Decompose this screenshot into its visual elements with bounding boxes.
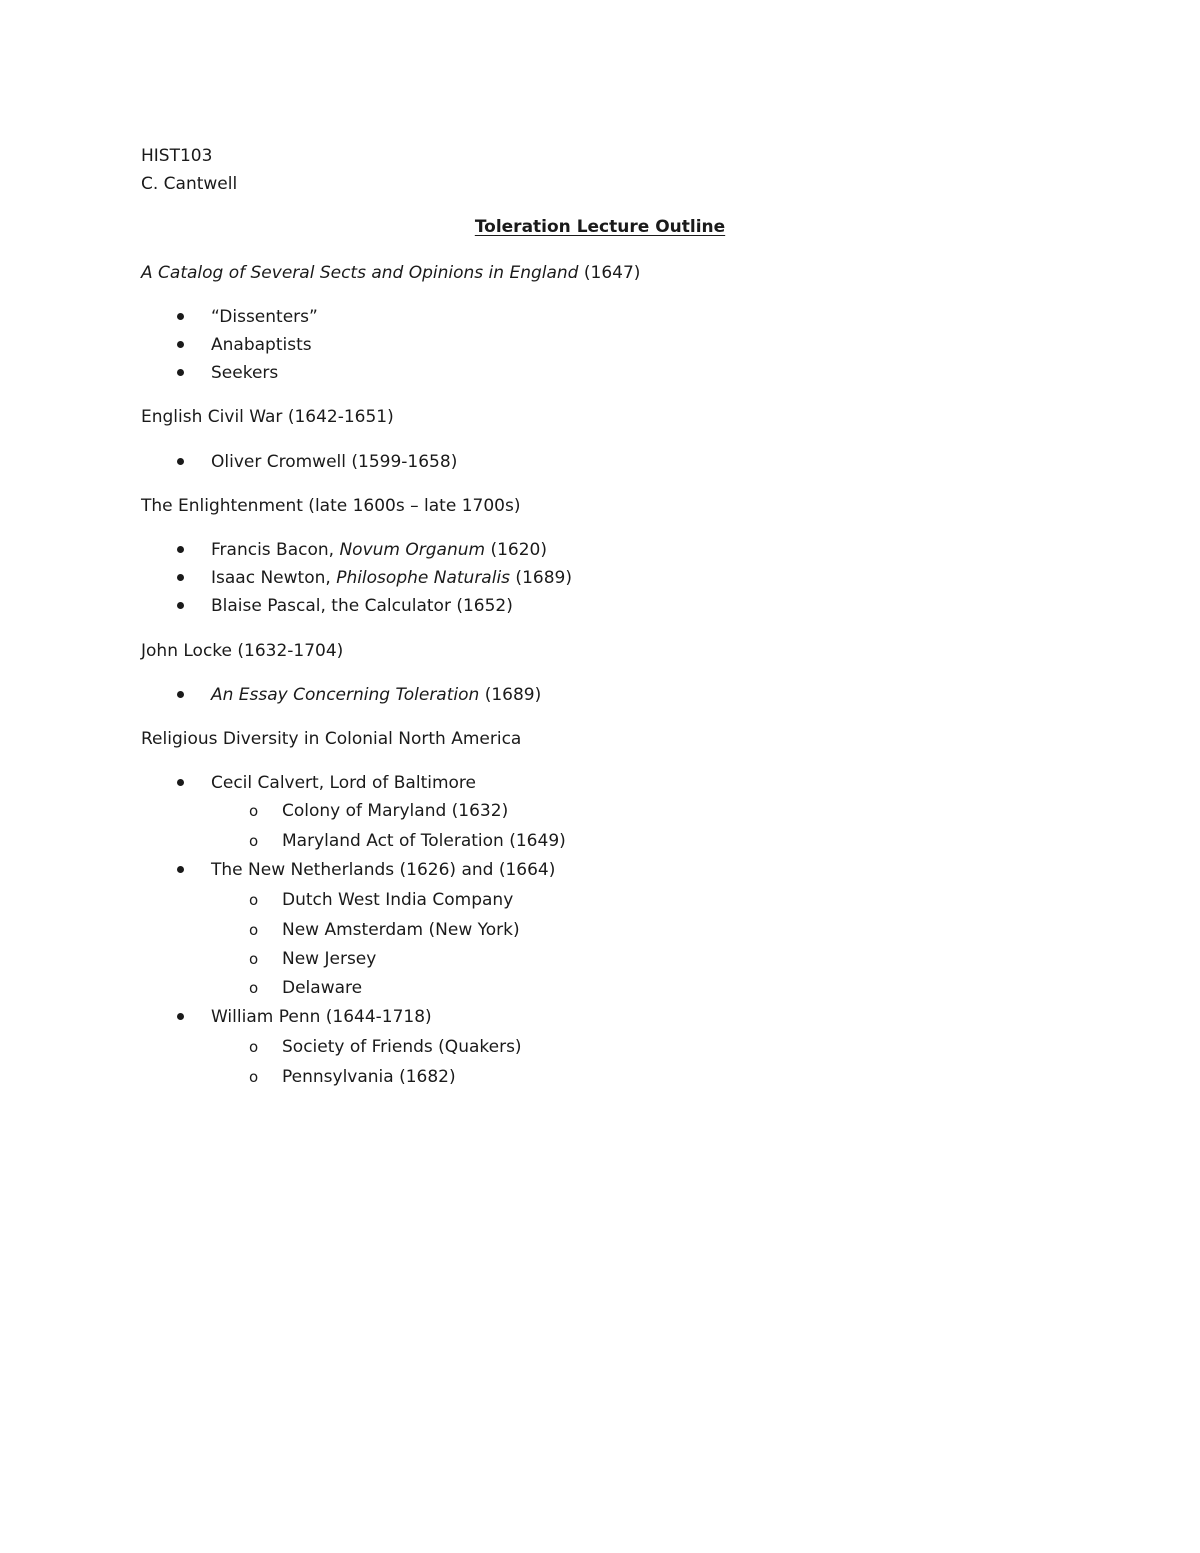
section-heading: English Civil War (1642-1651) [141,407,394,427]
sub-list-item: New Jersey [282,949,377,969]
bullet-icon [177,341,184,348]
sub-list-item: Dutch West India Company [282,890,514,910]
page-title: Toleration Lecture Outline [474,217,726,237]
catalog-heading [141,259,640,287]
bullet-icon [177,602,184,609]
sub-list-item: New Amsterdam (New York) [282,920,520,940]
bullet-icon [177,574,184,581]
bullet-icon [177,779,184,786]
bullet-icon [177,691,184,698]
list-item: Blaise Pascal, the Calculator (1652) [211,596,513,616]
item-year: (1689) [479,685,542,705]
catalog-title: A Catalog of Several Sects and Opinions in England [141,263,579,283]
sub-list-item: Delaware [282,978,363,998]
bullet-icon [177,458,184,465]
item-text: Francis Bacon, [211,540,340,560]
list-item: Anabaptists [211,335,312,355]
section-heading: John Locke (1632-1704) [141,641,344,661]
item-italic: Philosophe Naturalis [336,568,511,588]
item-italic: An Essay Concerning Toleration [211,685,480,705]
course-code: HIST103 [141,146,213,166]
sub-list-item: Colony of Maryland (1632) [282,801,509,821]
sub-list-item: Pennsylvania (1682) [282,1067,456,1087]
list-item: Seekers [211,363,279,383]
sub-bullet-icon: o [249,1068,259,1086]
sub-bullet-icon: o [249,950,259,968]
sub-bullet-icon: o [249,979,259,997]
list-item: William Penn (1644-1718) [211,1007,432,1027]
bullet-icon [177,313,184,320]
list-item: The New Netherlands (1626) and (1664) [211,860,556,880]
list-item [211,681,541,709]
sub-bullet-icon: o [249,1038,259,1056]
list-item: Cecil Calvert, Lord of Baltimore [211,773,476,793]
item-year: (1689) [510,568,572,588]
list-item [211,564,572,592]
sub-bullet-icon: o [249,891,259,909]
item-year: (1620) [485,540,548,560]
sub-list-item: Maryland Act of Toleration (1649) [282,831,566,851]
list-item [211,536,547,564]
bullet-icon [177,1013,184,1020]
section-heading: The Enlightenment (late 1600s – late 1700s) [141,496,521,516]
bullet-icon [177,866,184,873]
bullet-icon [177,369,184,376]
sub-bullet-icon: o [249,832,259,850]
list-item: Oliver Cromwell (1599-1658) [211,452,458,472]
item-italic: Novum Organum [339,540,486,560]
item-text: Isaac Newton, [211,568,337,588]
sub-bullet-icon: o [249,802,259,820]
list-item: “Dissenters” [211,307,318,327]
sub-bullet-icon: o [249,921,259,939]
author-name: C. Cantwell [141,174,238,194]
bullet-icon [177,546,184,553]
section-heading: Religious Diversity in Colonial North America [141,729,522,749]
sub-list-item: Society of Friends (Quakers) [282,1037,522,1057]
catalog-year: (1647) [578,263,641,283]
